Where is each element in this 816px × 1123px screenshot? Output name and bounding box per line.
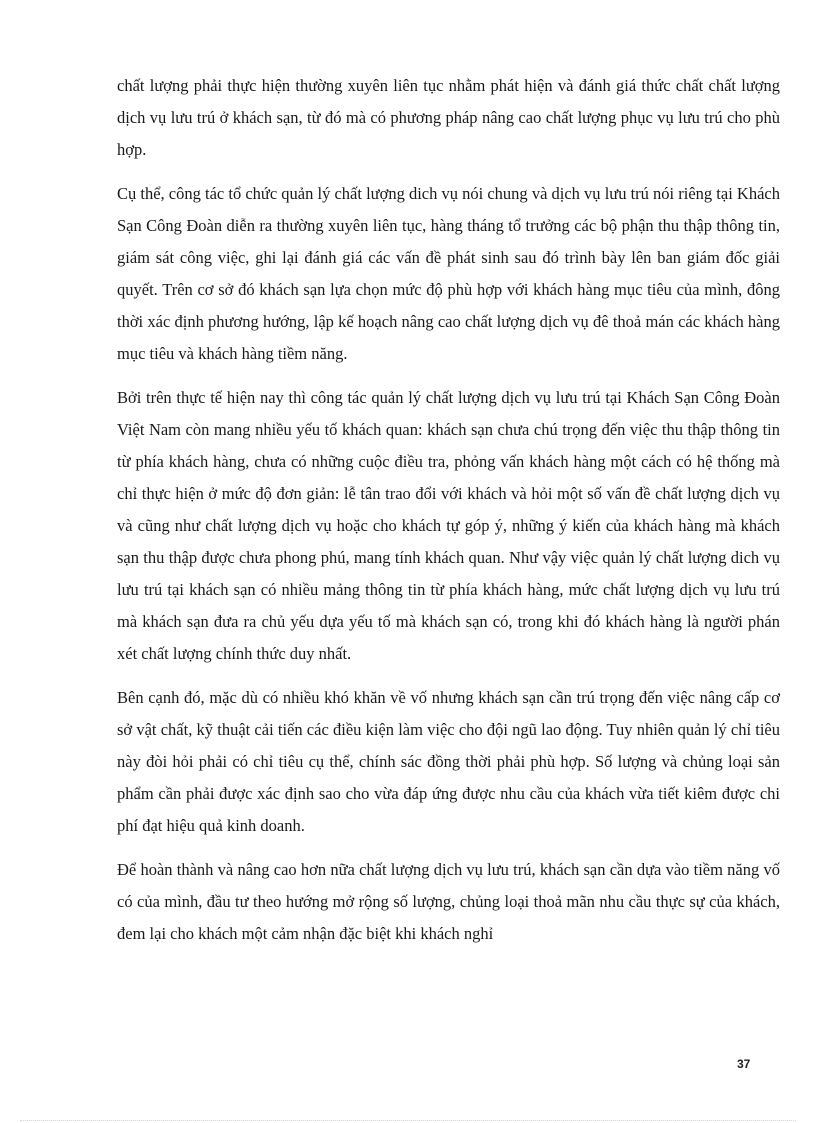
page-number: 37: [737, 1057, 751, 1071]
paragraph-1: chất lượng phải thực hiện thường xuyên liên tục nhằm phát hiện và đánh giá thức chất chất lượng dịch vụ lưu trú ở khách sạn, từ đó mà có phương pháp nâng cao chất lượng phục vụ lưu trú cho phù hợp.: [117, 76, 780, 159]
paragraph-5: Để hoàn thành và nâng cao hơn nữa chất lượng dịch vụ lưu trú, khách sạn cần dựa vào tiềm năng vố có của mình, đầu tư theo hướng mở rộng số lượng, chủng loại thoả mãn nhu cầu thực sự của khách, đem lại cho khách một cảm nhận đặc biệt khi khách nghỉ: [117, 860, 780, 943]
paragraph-2: Cụ thể, công tác tổ chức quản lý chất lượng dich vụ nói chung và dịch vụ lưu trú nói riêng tại Khách Sạn Công Đoàn diễn ra thường xuyên liên tục, hàng tháng tổ trưởng các bộ phận thu thập thông tin, giám sát công việc, ghi lại đánh giá các vấn đề phát sinh sau đó trình bày lên ban giám đốc giải quyết. Trên cơ sở đó khách sạn lựa chọn mức độ phù hợp với khách hàng mục tiêu của mình, đông thời xác định phương hướng, lập kế hoạch nâng cao chất lượng dịch vụ đê thoả mán các khách hàng mục tiêu và khách hàng tiềm năng.: [117, 184, 780, 363]
paragraph-3: Bởi trên thực tế hiện nay thì công tác quản lý chất lượng dịch vụ lưu trú tại Khách Sạn Công Đoàn Việt Nam còn mang nhiều yếu tố khách quan: khách sạn chưa chú trọng đến việc thu thập thông tin từ phía khách hàng, chưa có những cuộc điều tra, phỏng vấn khách hàng một cách có hệ thống mà chỉ thực hiện ở mức độ đơn giản: lễ tân trao đổi với khách và hỏi một số vấn đề chất lượng dịch vụ và cũng như chất lượng dịch vụ hoặc cho khách tự góp ý, những ý kiến của khách hàng mà khách sạn thu thập được chưa phong phú, mang tính khách quan. Như vậy việc quản lý chất lượng dich vụ lưu trú tại khách sạn có nhiều mảng thông tin từ phía khách hàng, mức chất lượng dịch vụ lưu trú mà khách sạn đưa ra chủ yếu dựa yếu tố mà khách sạn có, trong khi đó khách hàng là người phán xét chất lượng chính thức duy nhất.: [117, 388, 780, 663]
document-body: [117, 70, 780, 962]
paragraph-4: Bên cạnh đó, mặc dù có nhiều khó khăn về vố nhưng khách sạn cần trú trọng đến việc nâng cấp cơ sở vật chất, kỹ thuật cải tiến các điều kiện làm việc cho đội ngũ lao động. Tuy nhiên quản lý chỉ tiêu này đòi hỏi phải có chỉ tiêu cụ thể, chính sác đồng thời phải phù hợp. Số lượng và chủng loại sản phẩm cần phải được xác định sao cho vừa đáp ứng được nhu cầu của khách vừa tiết kiêm được chi phí đạt hiệu quả kinh doanh.: [117, 688, 780, 835]
page-bottom-divider: [20, 1120, 796, 1121]
